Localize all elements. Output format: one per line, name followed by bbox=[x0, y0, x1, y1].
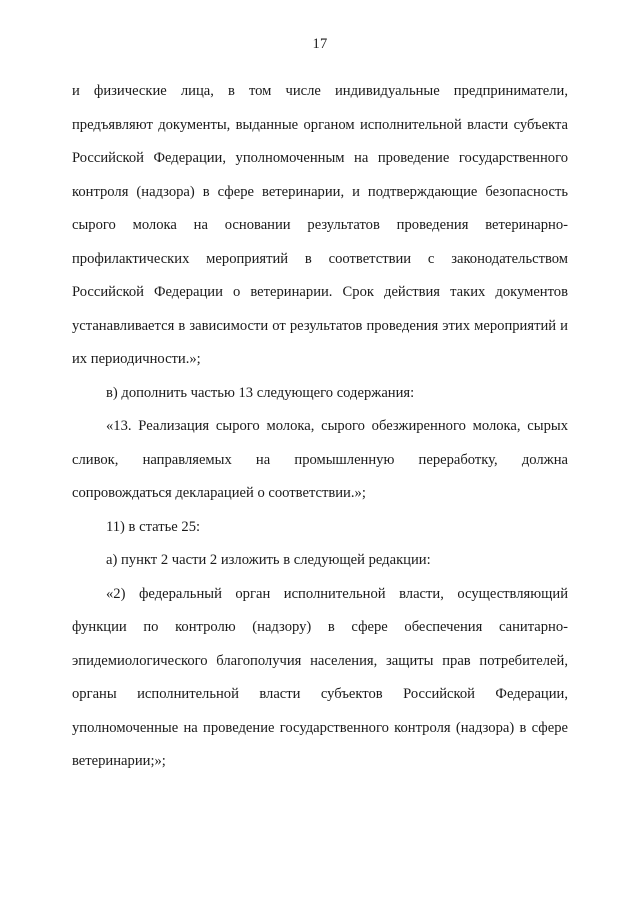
paragraph: а) пункт 2 части 2 изложить в следующей редакции: bbox=[106, 552, 431, 568]
page-number: 17 bbox=[312, 36, 328, 52]
paragraph: в) дополнить частью 13 следующего содержания: bbox=[106, 384, 415, 401]
paragraph: «2) федеральный орган исполнительной власти, осуществляющий функции по контролю (надзору) в сфере обеспечения санитарно-эпидемиологического благополучия населения, защиты прав потребителей, органы исполнительной власти субъектов Российской Федерации, уполномоченные на проведение государственного контроля (надзора) в сфере ветеринарии;»; bbox=[72, 585, 568, 769]
paragraph: 11) в статье 25: bbox=[106, 518, 201, 535]
paragraph: «13. Реализация сырого молока, сырого обезжиренного молока, сырых сливок, направляемых на промышленную переработку, должна сопровождаться декларацией о соответствии.»; bbox=[72, 418, 568, 501]
document-body bbox=[72, 75, 568, 779]
paragraph: и физические лица, в том числе индивидуальные предприниматели, предъявляют документы, выданные органом исполнительной власти субъекта Российской Федерации, уполномоченным на проведение государственного контроля (надзора) в сфере ветеринарии, и подтверждающие безопасность сырого молока на основании результатов проведения ветеринарно-профилактических мероприятий в соответствии с законодательством Российской Федерации о ветеринарии. Срок действия таких документов устанавливается в зависимости от результатов проведения этих мероприятий и их периодичности.»; bbox=[72, 83, 568, 367]
